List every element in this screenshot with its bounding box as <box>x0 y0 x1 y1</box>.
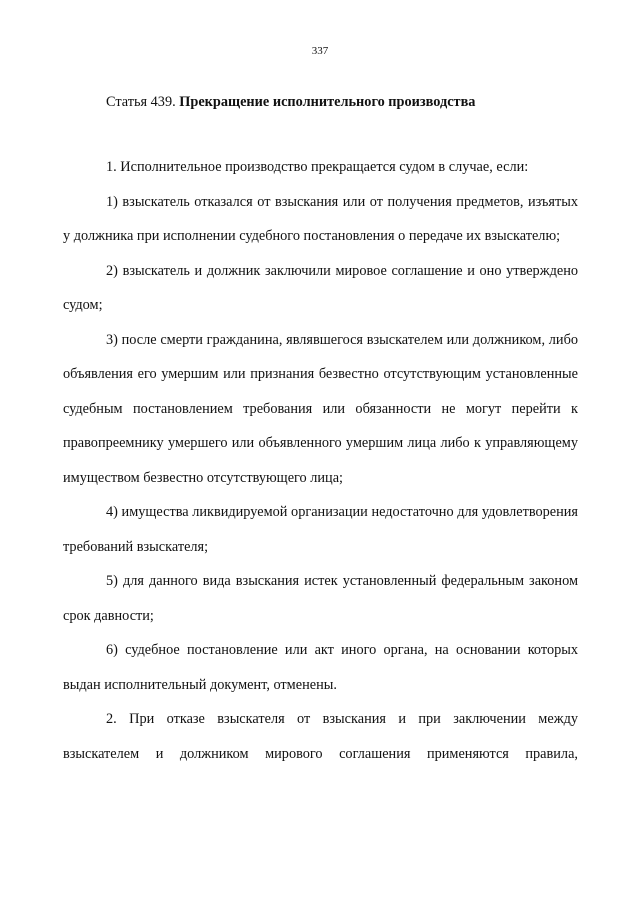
page-number: 337 <box>311 45 329 57</box>
paragraph-item-1: 1) взыскатель отказался от взыскания или от получения предметов, изъятых у должника при исполнении судебного постановления о передаче их взыскателю; <box>63 193 578 244</box>
paragraph-item-6: 6) судебное постановление или акт иного органа, на основании которых выдан исполнительный документ, отменены. <box>63 642 578 693</box>
article-title: Прекращение исполнительного производства <box>179 94 476 110</box>
paragraph-item-3: 3) после смерти гражданина, являвшегося взыскателем или должником, либо объявления его умершим или признания безвестно отсутствующим установленные судебным постановлением требования или обязанности не могут перейти к правопреемнику умершего или объявленного умершим лица либо к управляющему имуществом безвестно отсутствующего лица; <box>63 331 578 486</box>
article-body <box>63 150 578 771</box>
paragraph-1-intro: 1. Исполнительное производство прекращается судом в случае, если: <box>106 159 529 175</box>
article-prefix: Статья 439. <box>106 94 180 110</box>
paragraph-item-4: 4) имущества ликвидируемой организации недостаточно для удовлетворения требований взыскателя; <box>63 504 578 555</box>
paragraph-item-2: 2) взыскатель и должник заключили мировое соглашение и оно утверждено судом; <box>63 262 578 313</box>
article-heading <box>106 94 475 111</box>
paragraph-2: 2. При отказе взыскателя от взыскания и при заключении между взыскателем и должником мирового соглашения применяются правила, <box>63 711 578 762</box>
paragraph-item-5: 5) для данного вида взыскания истек установленный федеральным законом срок давности; <box>63 573 578 624</box>
